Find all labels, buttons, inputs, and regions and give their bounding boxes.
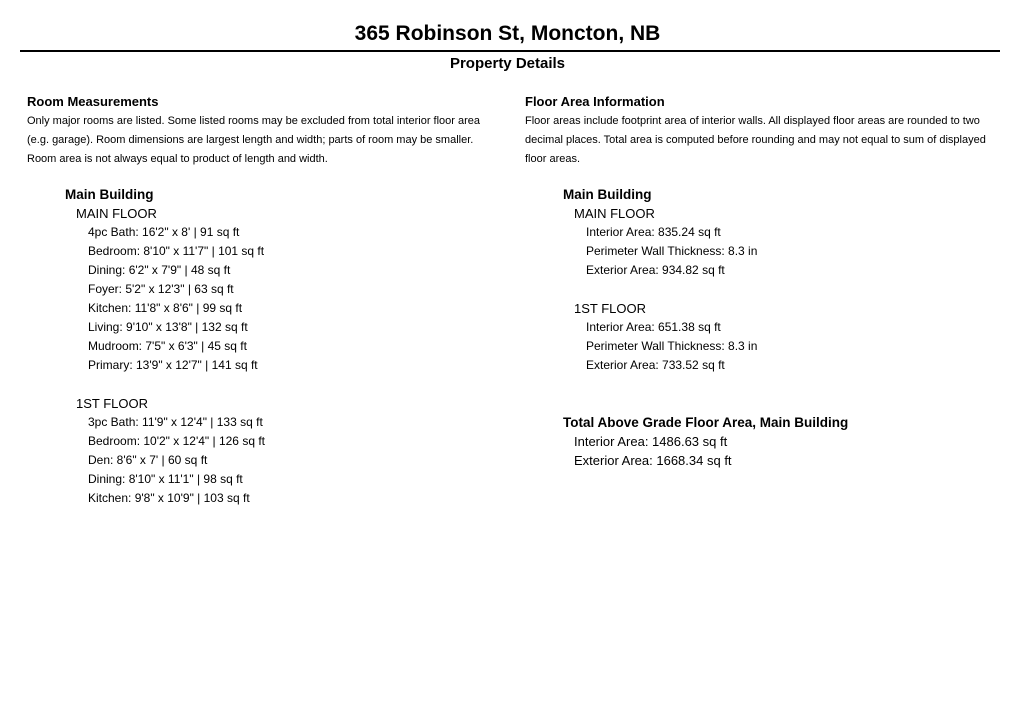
- floor-area-heading: Floor Area Information: [525, 94, 665, 109]
- room-item: Bedroom: 8'10" x 11'7" | 101 sq ft: [88, 244, 265, 258]
- room-item: Kitchen: 9'8" x 10'9" | 103 sq ft: [88, 491, 250, 505]
- area-item: Perimeter Wall Thickness: 8.3 in: [586, 339, 758, 353]
- room-item: Primary: 13'9" x 12'7" | 141 sq ft: [88, 358, 258, 372]
- area-item: Perimeter Wall Thickness: 8.3 in: [586, 244, 758, 258]
- page-subtitle: Property Details: [449, 55, 566, 72]
- area-item: Exterior Area: 934.82 sq ft: [586, 263, 725, 277]
- area-item: Exterior Area: 733.52 sq ft: [586, 358, 725, 372]
- floor-area-section: [525, 93, 1003, 470]
- floor-name: 1ST FLOOR: [76, 396, 149, 411]
- building-name: Main Building: [65, 187, 154, 202]
- building-name: Main Building: [563, 187, 652, 202]
- title-divider: [20, 50, 1000, 52]
- section-spacer: [563, 375, 1003, 394]
- page-title: 365 Robinson St, Moncton, NB: [354, 22, 661, 45]
- floor-spacer: [65, 375, 505, 394]
- room-item: Den: 8'6" x 7' | 60 sq ft: [88, 453, 208, 467]
- floor-area-building: [563, 185, 1003, 470]
- room-measurements-section: [27, 93, 505, 508]
- floor-name: MAIN FLOOR: [76, 206, 157, 221]
- floor-area-note: Floor areas include footprint area of interior walls. All displayed floor areas are rounded to two decimal places. Total area is computed before rounding and may not equal to sum of displayed floor areas.: [525, 115, 986, 165]
- floor-name: 1ST FLOOR: [574, 301, 647, 316]
- room-item: Bedroom: 10'2" x 12'4" | 126 sq ft: [88, 434, 265, 448]
- room-measurements-building: [65, 185, 505, 508]
- area-item: Interior Area: 651.38 sq ft: [586, 320, 721, 334]
- total-area-item: Exterior Area: 1668.34 sq ft: [574, 453, 732, 468]
- room-item: Mudroom: 7'5" x 6'3" | 45 sq ft: [88, 339, 247, 353]
- floor-name: MAIN FLOOR: [574, 206, 655, 221]
- room-item: Foyer: 5'2" x 12'3" | 63 sq ft: [88, 282, 234, 296]
- floor-spacer: [563, 280, 1003, 299]
- room-item: Dining: 8'10" x 11'1" | 98 sq ft: [88, 472, 243, 486]
- area-item: Interior Area: 835.24 sq ft: [586, 225, 721, 239]
- room-item: 3pc Bath: 11'9" x 12'4" | 133 sq ft: [88, 415, 263, 429]
- total-area-heading: Total Above Grade Floor Area, Main Building: [563, 415, 849, 430]
- section-spacer: [563, 394, 1003, 413]
- room-item: Dining: 6'2" x 7'9" | 48 sq ft: [88, 263, 231, 277]
- total-area-item: Interior Area: 1486.63 sq ft: [574, 434, 728, 449]
- room-item: Living: 9'10" x 13'8" | 132 sq ft: [88, 320, 248, 334]
- room-measurements-note: Only major rooms are listed. Some listed rooms may be excluded from total interior floor area (e.g. garage). Room dimensions are largest length and width; parts of room may be smaller. Room area is not always equal to product of length and width.: [27, 115, 481, 165]
- room-measurements-heading: Room Measurements: [27, 94, 159, 109]
- room-item: 4pc Bath: 16'2" x 8' | 91 sq ft: [88, 225, 240, 239]
- room-item: Kitchen: 11'8" x 8'6" | 99 sq ft: [88, 301, 243, 315]
